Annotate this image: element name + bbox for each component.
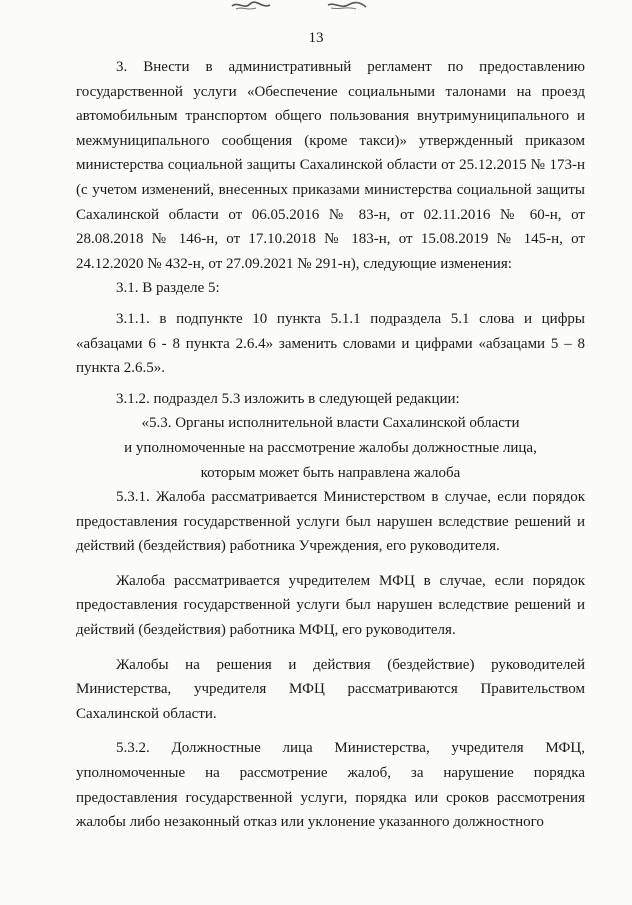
paragraph-3-1: 3.1. В разделе 5: [116, 280, 220, 297]
paragraph-5-3-1: 5.3.1. Жалоба рассматривается Министерством в случае, если порядок предоставления государственной услуги был нарушен вследствие решений и действий (бездействия) работника Учреждения, его руководителя. [76, 489, 585, 555]
paragraph-3-1-2: 3.1.2. подраздел 5.3 изложить в следующей редакции: [116, 390, 460, 407]
page-number: 13 [308, 30, 324, 46]
paragraph-3: 3. Внести в административный регламент по предоставлению государственной услуги «Обеспечение социальными талонами на проезд автомобильным транспортом общего пользования внутримуниципального и межмуниципального сообщения (кроме такси)» утвержденный приказом министерства социальной защиты Сахалинской области от 25.12.2015 № 173-н (с учетом изменений, внесенных приказами министерства социальной защиты Сахалинской области от 06.05.2016 № 83-н, от 02.11.2016 № 60-н, от 28.08.2018 № 146-н, от 17.10.2018 № 183-н, от 15.08.2019 № 145-н, от 24.12.2020 № 432-н, от 27.09.2021 № 291-н), следующие изменения: [76, 59, 585, 272]
paragraph-complaint-mfc: Жалоба рассматривается учредителем МФЦ в случае, если порядок предоставления государственной услуги был нарушен вследствие решений и действий (бездействия) работника МФЦ, его руководителя. [76, 572, 585, 639]
paragraph-complaint-government: Жалобы на решения и действия (бездействие) руководителей Министерства, учредителя МФЦ рассматриваются Правительством Сахалинской области. [76, 656, 585, 722]
paragraph-3-1-1: 3.1.1. в подпункте 10 пункта 5.1.1 подраздела 5.1 слова и цифры «абзацами 6 - 8 пункта 2.6.4» заменить словами и цифрами «абзацами 5 – 8 пункта 2.6.5». [76, 310, 585, 377]
paragraph-5-3-2: 5.3.2. Должностные лица Министерства, учредителя МФЦ, уполномоченные на рассмотрение жалоб, за нарушение порядка предоставления государственной услуги, порядка или сроков рассмотрения жалобы либо незаконный отказ или уклонение указанного должностного [76, 740, 585, 831]
section-heading-line-2: и уполномоченные на рассмотрение жалобы должностные лица, [124, 439, 537, 456]
scan-artifact-mark-left [230, 0, 272, 12]
scan-artifact-mark-right [326, 0, 368, 12]
document-body [76, 55, 585, 835]
section-heading-line-3: которым может быть направлена жалоба [200, 464, 461, 481]
section-heading-line-1: «5.3. Органы исполнительной власти Сахалинской области [141, 415, 520, 432]
